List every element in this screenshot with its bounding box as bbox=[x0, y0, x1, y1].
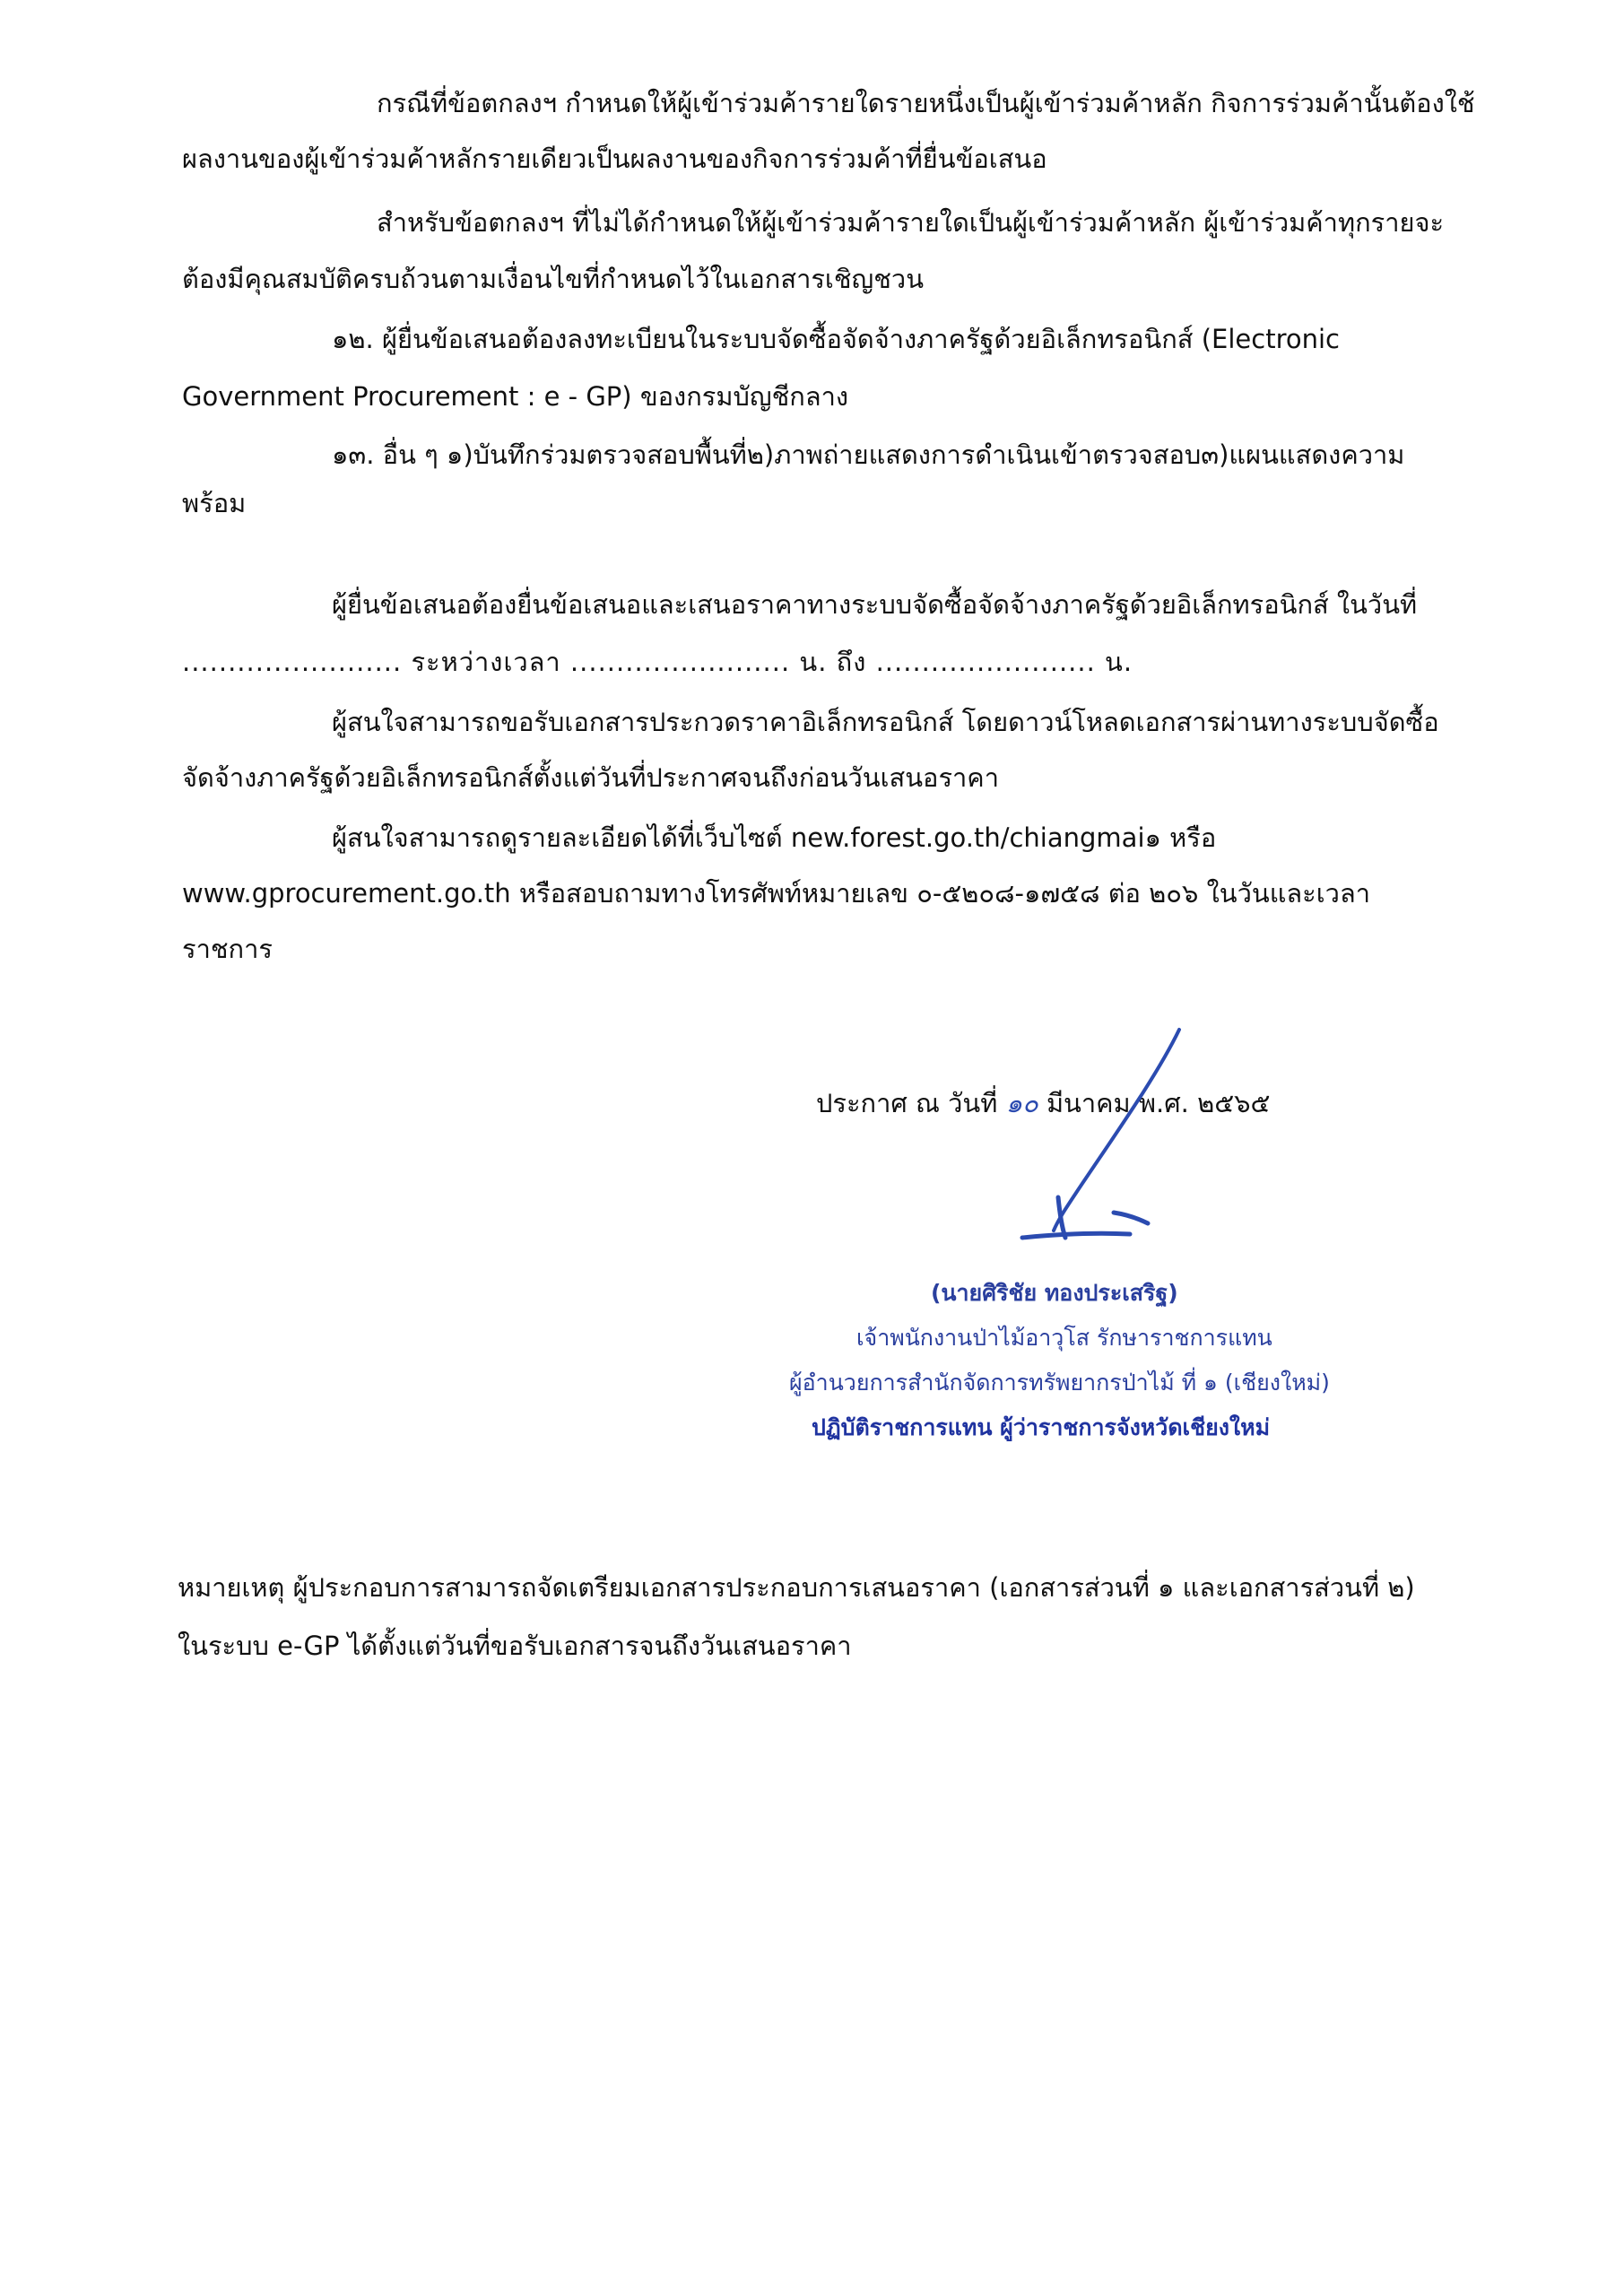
paragraph-1-line-1: กรณีที่ข้อตกลงฯ กำหนดให้ผู้เข้าร่วมค้ารายใดรายหนึ่งเป็นผู้เข้าร่วมค้าหลัก กิจการร่วมค้านั้นต้องใช้ bbox=[377, 88, 1475, 118]
contact-line-1: ผู้สนใจสามารถดูรายละเอียดได้ที่เว็บไซต์ new.forest.go.th/chiangmai๑ หรือ bbox=[332, 822, 1217, 853]
item-12-line-1: ๑๒. ผู้ยื่นข้อเสนอต้องลงทะเบียนในระบบจัดซื้อจัดจ้างภาครัฐด้วยอิเล็กทรอนิกส์ (Electronic bbox=[332, 324, 1340, 354]
announcement-prefix: ประกาศ ณ วันที่ bbox=[816, 1088, 998, 1118]
download-line-1: ผู้สนใจสามารถขอรับเอกสารประกวดราคาอิเล็กทรอนิกส์ โดยดาวน์โหลดเอกสารผ่านทางระบบจัดซื้อ bbox=[332, 707, 1439, 737]
announcement-day: ๑๐ bbox=[1005, 1088, 1038, 1118]
note-line-2: ในระบบ e-GP ได้ตั้งแต่วันที่ขอรับเอกสารจนถึงวันเสนอราคา bbox=[178, 1631, 852, 1661]
announcement-month: มีนาคม bbox=[1046, 1088, 1131, 1118]
item-12-line-2: Government Procurement : e - GP) ของกรมบัญชีกลาง bbox=[182, 381, 849, 412]
contact-line-2: www.gprocurement.go.th หรือสอบถามทางโทรศัพท์หมายเลข ๐-๕๒๐๘-๑๗๕๘ ต่อ ๒๐๖ ในวันและเวลา bbox=[182, 878, 1371, 909]
signer-title-2: ผู้อำนวยการสำนักจัดการทรัพยากรป่าไม้ ที่ ๑ (เชียงใหม่) bbox=[789, 1370, 1330, 1396]
signer-name: (นายศิริชัย ทองประเสริฐ) bbox=[931, 1280, 1178, 1306]
item-13-line-2: พร้อม bbox=[182, 488, 247, 518]
paragraph-1-line-2: ผลงานของผู้เข้าร่วมค้าหลักรายเดียวเป็นผลงานของกิจการร่วมค้าที่ยื่นข้อเสนอ bbox=[182, 144, 1047, 174]
item-13-line-1: ๑๓. อื่น ๆ ๑)บันทึกร่วมตรวจสอบพื้นที่๒)ภาพถ่ายแสดงการดำเนินเข้าตรวจสอบ๓)แผนแสดงความ bbox=[332, 439, 1405, 470]
note-line-1: หมายเหตุ ผู้ประกอบการสามารถจัดเตรียมเอกสารประกอบการเสนอราคา (เอกสารส่วนที่ ๑ และเอกสารส่วนที่ ๒) bbox=[178, 1572, 1415, 1603]
contact-line-3: ราชการ bbox=[182, 934, 273, 964]
submission-line-2: ........................ ระหว่างเวลา ........................ น. ถึง ........................ น. bbox=[182, 647, 1133, 677]
paragraph-2-line-1: สำหรับข้อตกลงฯ ที่ไม่ได้กำหนดให้ผู้เข้าร่วมค้ารายใดเป็นผู้เข้าร่วมค้าหลัก ผู้เข้าร่วมค้าทุกรายจะ bbox=[377, 207, 1445, 238]
signer-title-3: ปฏิบัติราชการแทน ผู้ว่าราชการจังหวัดเชียงใหม่ bbox=[812, 1414, 1271, 1440]
submission-line-1: ผู้ยื่นข้อเสนอต้องยื่นข้อเสนอและเสนอราคาทางระบบจัดซื้อจัดจ้างภาครัฐด้วยอิเล็กทรอนิกส์ ในวันที่ bbox=[332, 589, 1418, 620]
download-line-2: จัดจ้างภาครัฐด้วยอิเล็กทรอนิกส์ตั้งแต่วันที่ประกาศจนถึงก่อนวันเสนอราคา bbox=[182, 762, 999, 793]
paragraph-2-line-2: ต้องมีคุณสมบัติครบถ้วนตามเงื่อนไขที่กำหนดไว้ในเอกสารเชิญชวน bbox=[182, 264, 925, 294]
announcement-year: พ.ศ. ๒๕๖๕ bbox=[1138, 1088, 1271, 1118]
handwritten-signature bbox=[1004, 1022, 1202, 1274]
signer-title-1: เจ้าพนักงานป่าไม้อาวุโส รักษาราชการแทน bbox=[856, 1325, 1272, 1351]
